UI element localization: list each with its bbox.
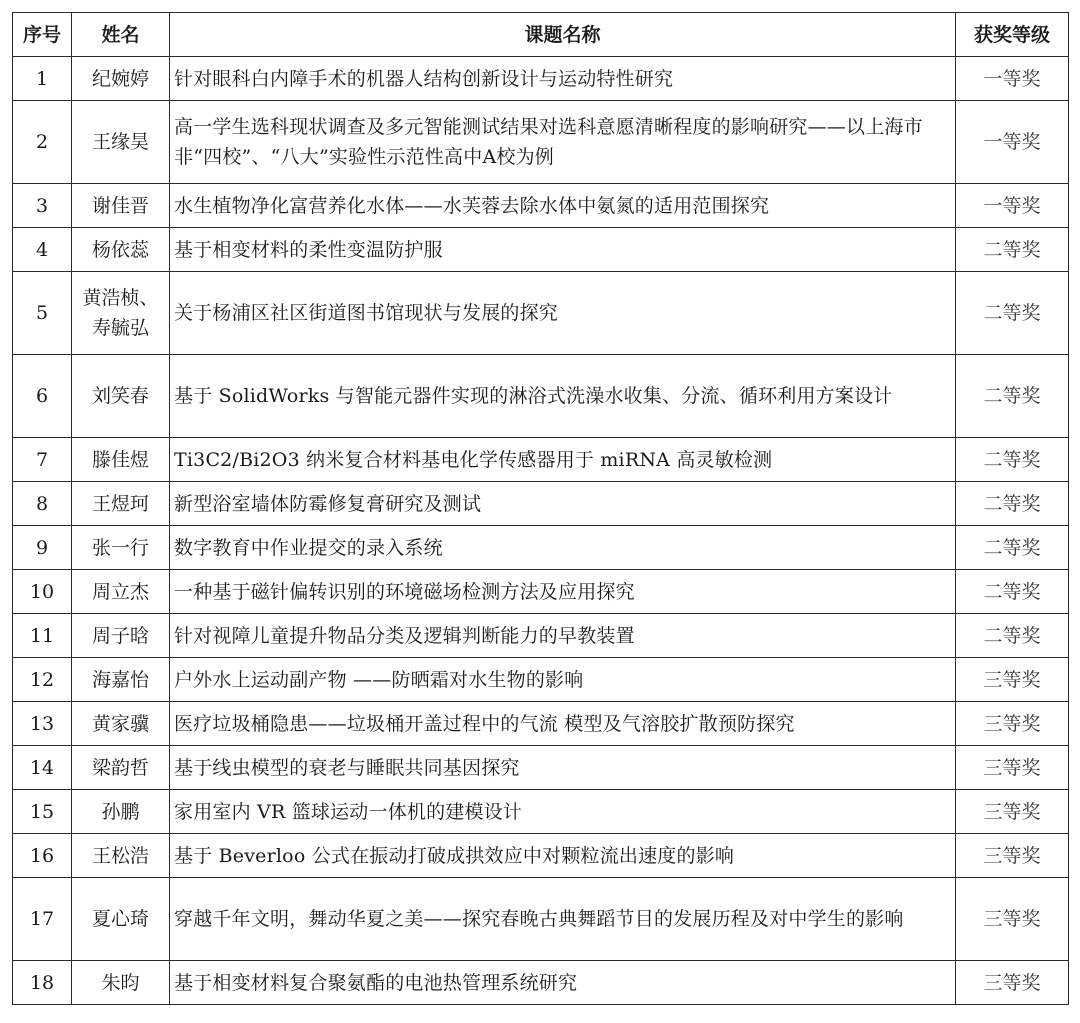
cell-title: 穿越千年文明，舞动华夏之美——探究春晚古典舞蹈节目的发展历程及对中学生的影响 <box>170 878 956 961</box>
cell-name: 黄家骥 <box>72 702 170 746</box>
table-row <box>13 57 1069 101</box>
cell-level: 二等奖 <box>956 614 1069 658</box>
cell-title: Ti3C2/Bi2O3 纳米复合材料基电化学传感器用于 miRNA 高灵敏检测 <box>170 438 956 482</box>
cell-level: 二等奖 <box>956 526 1069 570</box>
cell-level: 二等奖 <box>956 438 1069 482</box>
cell-level: 三等奖 <box>956 834 1069 878</box>
cell-no: 10 <box>13 570 72 614</box>
table-row <box>13 658 1069 702</box>
table-row <box>13 184 1069 228</box>
cell-level: 二等奖 <box>956 570 1069 614</box>
cell-name: 海嘉怡 <box>72 658 170 702</box>
cell-title: 水生植物净化富营养化水体——水芙蓉去除水体中氨氮的适用范围探究 <box>170 184 956 228</box>
cell-name: 谢佳晋 <box>72 184 170 228</box>
cell-level: 一等奖 <box>956 101 1069 184</box>
cell-level: 二等奖 <box>956 482 1069 526</box>
cell-title: 关于杨浦区社区街道图书馆现状与发展的探究 <box>170 272 956 355</box>
cell-name: 周子晗 <box>72 614 170 658</box>
awards-table <box>12 12 1069 1005</box>
header-row <box>13 13 1069 57</box>
cell-name: 王松浩 <box>72 834 170 878</box>
cell-title: 医疗垃圾桶隐患——垃圾桶开盖过程中的气流 模型及气溶胶扩散预防探究 <box>170 702 956 746</box>
cell-level: 三等奖 <box>956 658 1069 702</box>
cell-no: 14 <box>13 746 72 790</box>
table-row <box>13 355 1069 438</box>
table-row <box>13 878 1069 961</box>
cell-title: 基于 Beverloo 公式在振动打破成拱效应中对颗粒流出速度的影响 <box>170 834 956 878</box>
cell-level: 二等奖 <box>956 228 1069 272</box>
cell-title: 数字教育中作业提交的录入系统 <box>170 526 956 570</box>
table-row <box>13 746 1069 790</box>
table-row <box>13 834 1069 878</box>
cell-name: 王煜珂 <box>72 482 170 526</box>
table-row <box>13 790 1069 834</box>
header-title: 课题名称 <box>170 13 956 57</box>
cell-title: 一种基于磁针偏转识别的环境磁场检测方法及应用探究 <box>170 570 956 614</box>
table-row <box>13 272 1069 355</box>
cell-title: 基于线虫模型的衰老与睡眠共同基因探究 <box>170 746 956 790</box>
table-row <box>13 961 1069 1005</box>
cell-level: 二等奖 <box>956 355 1069 438</box>
cell-title: 基于相变材料复合聚氨酯的电池热管理系统研究 <box>170 961 956 1005</box>
table-row <box>13 614 1069 658</box>
cell-name: 杨依蕊 <box>72 228 170 272</box>
cell-no: 16 <box>13 834 72 878</box>
table-row <box>13 482 1069 526</box>
cell-title: 针对眼科白内障手术的机器人结构创新设计与运动特性研究 <box>170 57 956 101</box>
cell-name: 王缘昊 <box>72 101 170 184</box>
cell-no: 1 <box>13 57 72 101</box>
cell-level: 三等奖 <box>956 746 1069 790</box>
cell-no: 11 <box>13 614 72 658</box>
cell-no: 13 <box>13 702 72 746</box>
cell-title: 基于 SolidWorks 与智能元器件实现的淋浴式洗澡水收集、分流、循环利用方案设计 <box>170 355 956 438</box>
cell-name: 朱昀 <box>72 961 170 1005</box>
cell-no: 4 <box>13 228 72 272</box>
cell-title: 户外水上运动副产物 ——防晒霜对水生物的影响 <box>170 658 956 702</box>
cell-title: 针对视障儿童提升物品分类及逻辑判断能力的早教装置 <box>170 614 956 658</box>
cell-name: 梁韵哲 <box>72 746 170 790</box>
cell-no: 5 <box>13 272 72 355</box>
cell-level: 三等奖 <box>956 790 1069 834</box>
cell-no: 17 <box>13 878 72 961</box>
cell-no: 15 <box>13 790 72 834</box>
header-no: 序号 <box>13 13 72 57</box>
cell-level: 三等奖 <box>956 702 1069 746</box>
cell-no: 9 <box>13 526 72 570</box>
cell-no: 18 <box>13 961 72 1005</box>
cell-name: 黄浩桢、寿毓弘 <box>72 272 170 355</box>
cell-level: 一等奖 <box>956 184 1069 228</box>
table-row <box>13 438 1069 482</box>
cell-name: 周立杰 <box>72 570 170 614</box>
cell-level: 三等奖 <box>956 878 1069 961</box>
cell-title: 新型浴室墙体防霉修复膏研究及测试 <box>170 482 956 526</box>
table-row <box>13 526 1069 570</box>
cell-level: 二等奖 <box>956 272 1069 355</box>
cell-no: 8 <box>13 482 72 526</box>
cell-level: 三等奖 <box>956 961 1069 1005</box>
cell-level: 一等奖 <box>956 57 1069 101</box>
cell-title: 基于相变材料的柔性变温防护服 <box>170 228 956 272</box>
cell-no: 12 <box>13 658 72 702</box>
cell-no: 2 <box>13 101 72 184</box>
cell-title: 家用室内 VR 篮球运动一体机的建模设计 <box>170 790 956 834</box>
table-row <box>13 101 1069 184</box>
cell-no: 7 <box>13 438 72 482</box>
cell-no: 3 <box>13 184 72 228</box>
cell-name: 滕佳煜 <box>72 438 170 482</box>
header-level: 获奖等级 <box>956 13 1069 57</box>
table-row <box>13 570 1069 614</box>
header-name: 姓名 <box>72 13 170 57</box>
table-row <box>13 702 1069 746</box>
cell-name: 纪婉婷 <box>72 57 170 101</box>
cell-title: 高一学生选科现状调查及多元智能测试结果对选科意愿清晰程度的影响研究——以上海市非“四校”、“八大”实验性示范性高中A校为例 <box>170 101 956 184</box>
cell-name: 夏心琦 <box>72 878 170 961</box>
cell-name: 刘笑春 <box>72 355 170 438</box>
cell-name: 张一行 <box>72 526 170 570</box>
cell-name: 孙鹏 <box>72 790 170 834</box>
cell-no: 6 <box>13 355 72 438</box>
table-row <box>13 228 1069 272</box>
